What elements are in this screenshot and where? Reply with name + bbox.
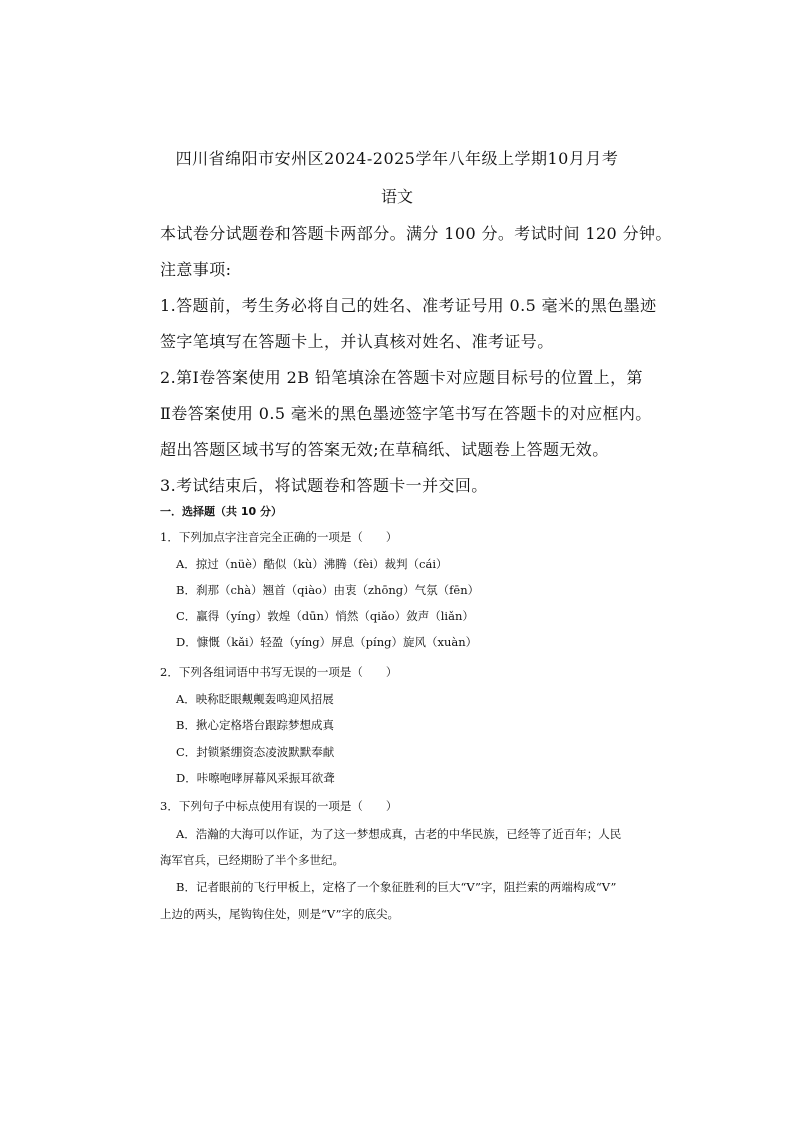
notice-item-3: 3.考试结束后，将试题卷和答题卡一并交回。 — [160, 476, 488, 495]
question-2-stem: 2．下列各组词语中书写无误的一项是（ ） — [160, 665, 398, 679]
notice-item-2-line-2: Ⅱ卷答案使用 0.5 毫米的黑色墨迹签字笔书写在答题卡的对应框内。 — [160, 404, 652, 423]
notice-item-1-line-2: 签字笔填写在答题卡上，并认真核对姓名、准考证号。 — [160, 332, 554, 351]
question-1-stem: 1．下列加点字注音完全正确的一项是（ ） — [160, 530, 398, 544]
section-heading: 一．选择题（共 10 分） — [160, 505, 282, 518]
notice-item-2-line-3: 超出答题区域书写的答案无效;在草稿纸、试题卷上答题无效。 — [160, 440, 609, 459]
question-2-option-d: D．咔嚓咆哮屏幕风采振耳欲聋 — [176, 771, 335, 785]
subject-title: 语文 — [380, 187, 413, 206]
question-2-option-a: A．映称眨眼觍觍轰鸣迎风招展 — [176, 692, 334, 706]
question-2-option-c: C．封锁紧绷资态凌波默默奉献 — [176, 745, 335, 759]
question-1-option-a: A．掠过（nüè）酷似（kù）沸腾（fèi）裁判（cái） — [176, 557, 448, 571]
notice-item-2-line-1: 2.第Ⅰ卷答案使用 2B 铅笔填涂在答题卡对应题目标号的位置上，第 — [160, 368, 643, 387]
question-1-option-d: D．慷慨（kǎi）轻盈（yíng）屏息（píng）旋风（xuàn） — [176, 635, 478, 649]
notice-label: 注意事项: — [160, 260, 232, 279]
question-3-stem: 3．下列句子中标点使用有误的一项是（ ） — [160, 799, 398, 813]
question-2-option-b: B．揪心定格塔台跟踪梦想成真 — [176, 718, 334, 732]
exam-intro: 本试卷分试题卷和答题卡两部分。满分 100 分。考试时间 120 分钟。 — [160, 224, 672, 243]
question-3-option-a-line-2: 海军官兵，已经期盼了半个多世纪。 — [160, 853, 344, 867]
question-1-option-c: C．赢得（yíng）敦煌（dūn）悄然（qiǎo）敛声（liǎn） — [176, 609, 474, 623]
notice-item-1-line-1: 1.答题前，考生务必将自己的姓名、准考证号用 0.5 毫米的黑色墨迹 — [160, 296, 657, 315]
question-3-option-b-line-1: B．记者眼前的飞行甲板上，定格了一个象征胜利的巨大“V”字，阻拦索的两端构成“V” — [176, 880, 617, 894]
exam-title: 四川省绵阳市安州区2024-2025学年八年级上学期10月月考 — [175, 149, 619, 168]
question-3-option-a-line-1: A．浩瀚的大海可以作证，为了这一梦想成真，古老的中华民族，已经等了近百年；人民 — [176, 827, 622, 841]
question-3-option-b-line-2: 上边的两头，尾钩钩住处，则是“V”字的底尖。 — [160, 907, 399, 921]
question-1-option-b: B．刹那（chà）翘首（qiào）由衷（zhōng）气氛（fēn） — [176, 583, 480, 597]
